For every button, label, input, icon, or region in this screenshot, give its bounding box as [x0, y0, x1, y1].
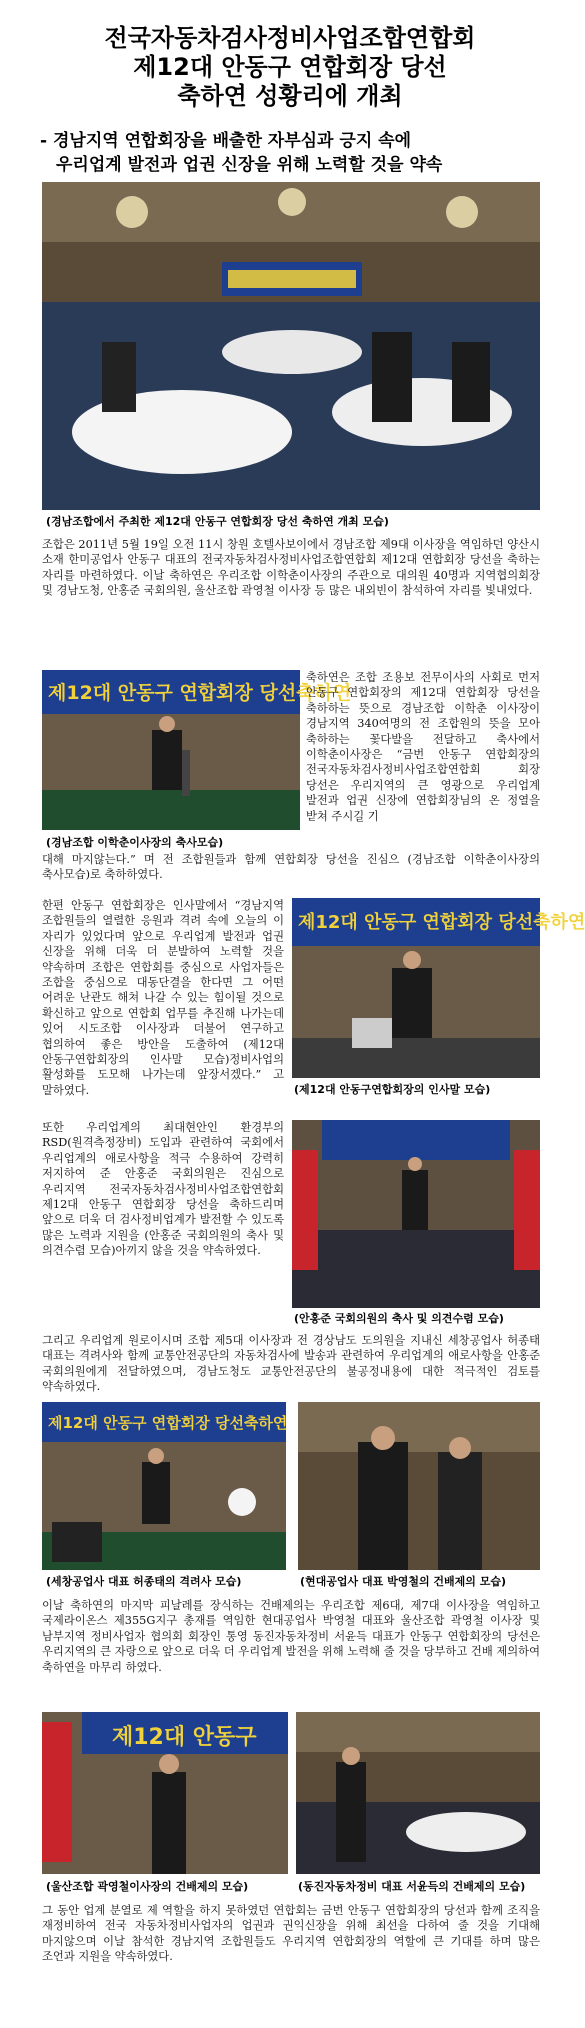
- paragraph-closing: 그 동안 업계 분열로 제 역할을 하지 못하였던 연합회는 금번 안동구 연합회장의 당선과 함께 조직을 재정비하여 전국 자동차정비사업자의 업권과 권익신장을 위해 최선을 다하여 줄 것을 기대해 마지않으며 이날 참석한 경남지역 조합원들도 우리지역 연합회장의 역할에 큰 기대를 하며 많은 조언과 지원을 약속하였다.: [42, 1904, 540, 1964]
- photo-caption: (안홍준 국회의원의 축사 및 의견수렴 모습): [294, 1312, 504, 1325]
- speech-photo-congressman: [292, 1120, 540, 1308]
- subheadline-line-1: - 경남지역 연합회장을 배출한 자부심과 긍지 속에: [40, 131, 412, 151]
- photo-caption: (제12대 안동구연합회장의 인사말 모습): [294, 1083, 491, 1096]
- paragraph-rsd: 또한 우리업계의 최대현안인 환경부의 RSD(원격측정장비) 도입과 관련하여 국회에서 우리업계의 애로사항을 적극 수용하여 강력히 저지하여 준 안홍준 국회의원은 진심으로 우리지역 전국자동차검사정비사업조합연합회 제12대 안동구 연합회장 당선을 축하드리며 앞으로 더욱 더 검사정비업계가 발전할 수 있도록 많은 노력과 지원을 (안홍준 국회의원의 축사 및 의견수렴 모습)아끼지 않을 것을 약속하였다.: [42, 1121, 284, 1258]
- headline-line-1: 전국자동차검사정비사업조합연합회: [104, 24, 476, 52]
- paragraph-greeting: 한편 안동구 연합회장은 인사말에서 “경남지역 조합원들의 열렬한 응원과 격려 속에 오늘의 이 자리가 있었다며 앞으로 우리업계 발전과 업권 신장을 위해 더욱 더 분발하여 노력할 것을 약속하며 조합은 연합회를 중심으로 사업자들은 조합을 중심으로 대동단결을 한다면 그 어떤 어려운 난관도 해쳐 나갈 수 있는 힘이될 것으로 확신하고 앞으로 연합회 업무를 추진해 나가는데 있어 시도조합 이사장과 더불어 연구하고 협의하여 좋은 방안을 도출하여 (제12대 안동구연합회장의 인사말 모습)정비사업의 활성화를 도모해 나가는데 앞장서겠다.” 고 말하였다.: [42, 899, 284, 1097]
- photo-caption: (동진자동차정비 대표 서윤득의 건배제의 모습): [298, 1880, 526, 1893]
- toast-photo-kwak: [42, 1712, 288, 1874]
- headline-line-3: 축하연 성황리에 개최: [177, 82, 403, 110]
- toast-photo-park: [298, 1402, 540, 1570]
- subheadline-line-2: 우리업계 발전과 업권 신장을 위해 노력할 것을 약속: [56, 155, 443, 175]
- speech-photo-heo: [42, 1402, 286, 1570]
- photo-caption: (경남조합 이학춘이사장의 축사모습): [46, 836, 224, 849]
- photo-caption: (현대공업사 대표 박영철의 건배제의 모습): [300, 1575, 507, 1588]
- event-banner-text: 제12대 안동구 연합회장 당선축하연: [48, 682, 352, 704]
- paragraph-intro: 조합은 2011년 5월 19일 오전 11시 창원 호텔사보이에서 경남조합 제9대 이사장을 역임하던 양산시 소재 한미공업사 안동구 대표의 전국자동차검사정비사업조합연합회 제12대 연합회장 당선을 축하는 자리를 마련하였다. 이날 축하연은 우리조합 이학춘이사장의 주관으로 대의원 40명과 지역협의회장 및 경남도청, 안홍준 국회의원, 울산조합 곽영철 이사장 등 많은 내외빈이 참석하여 자리를 빛내었다.: [42, 538, 540, 598]
- event-banner-text: 제12대 안동구 연합회장 당선축하연: [298, 912, 585, 933]
- event-banner-text: 제12대 안동구 연합회장 당선축하연: [48, 1414, 288, 1432]
- photo-caption: (세창공업사 대표 허종태의 격려사 모습): [46, 1575, 242, 1588]
- headline-line-2: 제12대 안동구 연합회장 당선: [133, 53, 447, 81]
- banquet-hall-photo: [42, 182, 540, 510]
- photo-caption: (울산조합 곽영철이사장의 건배제의 모습): [46, 1880, 249, 1893]
- paragraph-toast: 이날 축하연의 마지막 피날레를 장식하는 건배제의는 우리조합 제6대, 제7대 이사장을 역임하고 국제라이온스 제355G지구 총재를 역임한 현대공업사 박영철 대표와 울산조합 곽영철 이사장 및 남부지역 정비사업자 협의회 회장인 통영 동진자동차정비 서윤득 대표가 안동구 연합회장의 당선은 우리지역의 큰 자랑으로 앞으로 더욱 더 우리업계 발전을 위해 노력해 줄 것을 당부하고 건배 제의하여 축하연을 마무리 하였다.: [42, 1599, 540, 1674]
- toast-photo-seo: [296, 1712, 540, 1874]
- paragraph-celebration: 축하연은 조합 조용보 전무이사의 사회로 먼저 안동구 연합회장의 제12대 연합회장 당선을 축하하는 뜻으로 경남조합 이학춘 이사장이 경남지역 340여명의 전 조합원의 뜻을 모아 축하하는 꽃다발을 전달하고 축사에서 이학춘이사장은 “금번 안동구 연합회장의 전국자동차검사정비사업조합연합회 회장 당선은 우리지역의 큰 영광으로 우리업계 발전과 업권 신장에 연합회장님의 온 정열을 받쳐 주시길 기: [306, 671, 540, 823]
- photo-caption: (경남조합에서 주최한 제12대 안동구 연합회장 당선 축하연 개최 모습): [46, 515, 389, 528]
- event-banner-text: 제12대 안동구: [112, 1725, 257, 1750]
- paragraph-celebration-end: 대해 마지않는다.” 며 전 조합원들과 함께 연합회장 당선을 진심으 (경남조합 이학춘이사장의 축사모습)로 축하하였다.: [42, 853, 540, 882]
- paragraph-encouragement: 그리고 우리업계 원로이시며 조합 제5대 이사장과 전 경상남도 도의원을 지내신 세창공업사 허종태 대표는 격려사와 함께 교통안전공단의 자동차검사에 발송과 관련하여 우리업계의 애로사항을 안홍준 국회의원에게 전달하였으며, 경남도청도 교통안전공단의 불공정내용에 대한 적극적인 검토를 약속하였다.: [42, 1334, 540, 1394]
- speech-photo-lee: [42, 670, 352, 830]
- greeting-photo-ahn: [292, 898, 585, 1078]
